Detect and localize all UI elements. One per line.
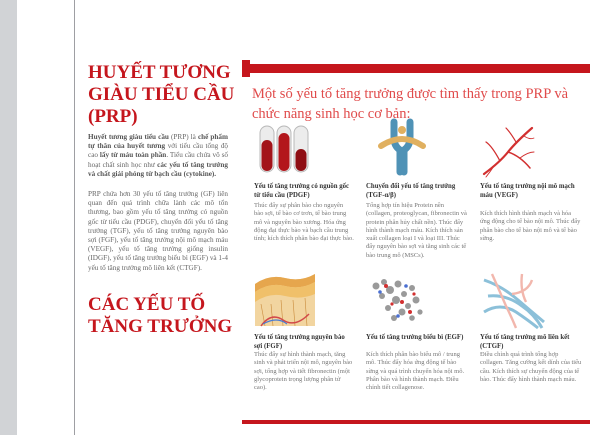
red-accent-bar-bottom (242, 420, 590, 424)
fibers-icon (482, 272, 546, 330)
intro-bold-2: chế phẩm tự thân của huyết tương (88, 133, 228, 151)
left-margin-band (0, 0, 17, 435)
heading-prp-line1: HUYẾT TƯƠNG (88, 62, 231, 83)
heading-gf-line1: CÁC YẾU TỐ (88, 294, 206, 315)
prp-body-paragraph: PRP chứa hơn 30 yếu tố tăng trưởng (GF) liên quan đến quá trình chữa lành các mô tổn thương, bao gồm yếu tố tăng trưởng có nguồn gốc từ tiểu cầu (PDGF), chuyển đổi yếu tố tăng trưởng (TGF), yếu tố tăng trưởng nguyên bào sợi (FGF), yếu tố tăng trưởng nội mô mạch máu (VEGF), yếu tố tăng trưởng giống insulin (IDGF), yếu tố tăng trưởng biểu bì (EGF) và 1-4 yếu tố tăng trưởng mô liên kết (CTGF). (88, 190, 228, 272)
factor-title-fgf: Yếu tố tăng trưởng nguyên bào sợi (FGF) (254, 334, 345, 350)
intro-text-1: (PRP) là (168, 133, 198, 141)
heading-prp (88, 62, 234, 128)
intro-text-3: . Tiểu cầu chứa vô số hoạt chất sinh học như (88, 151, 228, 169)
red-bar-notch (242, 60, 250, 77)
molecule-icon (368, 272, 426, 328)
intro-text-2: với tiểu cầu tổng độ cao (88, 142, 229, 160)
intro-bold-3: lấy từ máu toàn phần (99, 151, 167, 160)
factor-desc-pdgf: Thúc đẩy sự phân bào cho nguyên bào sợi, tế bào cơ trơn, tế bào trung mô và nguyên bào xương. Hóa ứng động đại thực bào và bạch cầu trung tính; kích thích phân bào đại thực bào. (254, 202, 354, 243)
intro-paragraph (88, 133, 228, 179)
test-tubes-icon (252, 122, 316, 178)
heading-prp-line3: (PRP) (88, 106, 138, 127)
factor-desc-fgf: Thúc đẩy sự hình thành mạch, tăng sinh và phát triển nội mô, nguyên bào sợi, tổng hợp và tiết fibronectin (một glycoprotein trọng lượng phân tử cao). (254, 351, 353, 392)
heading-gf-line2: TĂNG TRƯỞNG (88, 316, 233, 337)
blood-vessel-icon (480, 124, 536, 178)
factor-title-ctgf: Yếu tố tăng trưởng mô liên kết (CTGF) (480, 334, 570, 350)
heading-growth-factors (88, 294, 232, 338)
intro-bold-1: Huyết tương giàu tiểu cầu (88, 133, 169, 141)
heading-prp-line2: GIÀU TIỂU CẦU (88, 84, 235, 105)
factor-title-egf: Yếu tố tăng trưởng biểu bì (EGF) (366, 334, 464, 341)
factor-desc-tgf: Tổng hợp tín hiệu Protein nền (collagen, proteoglycan, fibronectin và protein phân hủy chất nền). Thúc đẩy hình thành mạch máu. Kích thích sản xuất collagen loại I và loại III. Thúc đẩy nguyên bào sợi và tăng sinh các tế bào trung mô (MSCs). (366, 202, 467, 259)
factor-desc-ctgf: Điều chỉnh quá trình tổng hợp collagen. Tăng cường kết dính của tiểu cầu. Kích thích sự chuyển động của tế bào. Thúc đẩy hình thành mạch máu. (480, 351, 582, 383)
red-accent-bar-top (242, 64, 590, 73)
intro-bold-4: các yếu tố tăng trưởng và chất giải phóng từ bạch cầu (cytokine). (88, 160, 228, 178)
vertical-divider (74, 0, 75, 435)
skin-layers-icon (253, 270, 317, 328)
receptor-icon (372, 116, 432, 178)
factor-title-vegf: Yếu tố tăng trưởng nội mô mạch máu (VEGF) (480, 183, 575, 199)
factor-desc-vegf: Kích thích hình thành mạch và hóa ứng động cho tế bào nội mô. Thúc đẩy phân bào cho tế bào nội mô và tế bào sừng. (480, 210, 581, 242)
factor-title-pdgf: Yếu tố tăng trưởng có nguồn gốc từ tiểu cầu (PDGF) (254, 183, 350, 199)
growth-factor-subtitle: Một số yếu tố tăng trưởng được tìm thấy trong PRP và chức năng sinh học cơ bản: (252, 86, 569, 122)
factor-desc-egf: Kích thích phân bào biểu mô / trung mô. Thúc đẩy hóa ứng động tế bào sừng và quá trình chuyển hóa nội mô. Phân bào và hình thành mạch. Điều chỉnh tiết collagenose. (366, 351, 465, 392)
factor-title-tgf: Chuyển đổi yếu tố tăng trưởng (TGF-α/β) (366, 183, 456, 199)
